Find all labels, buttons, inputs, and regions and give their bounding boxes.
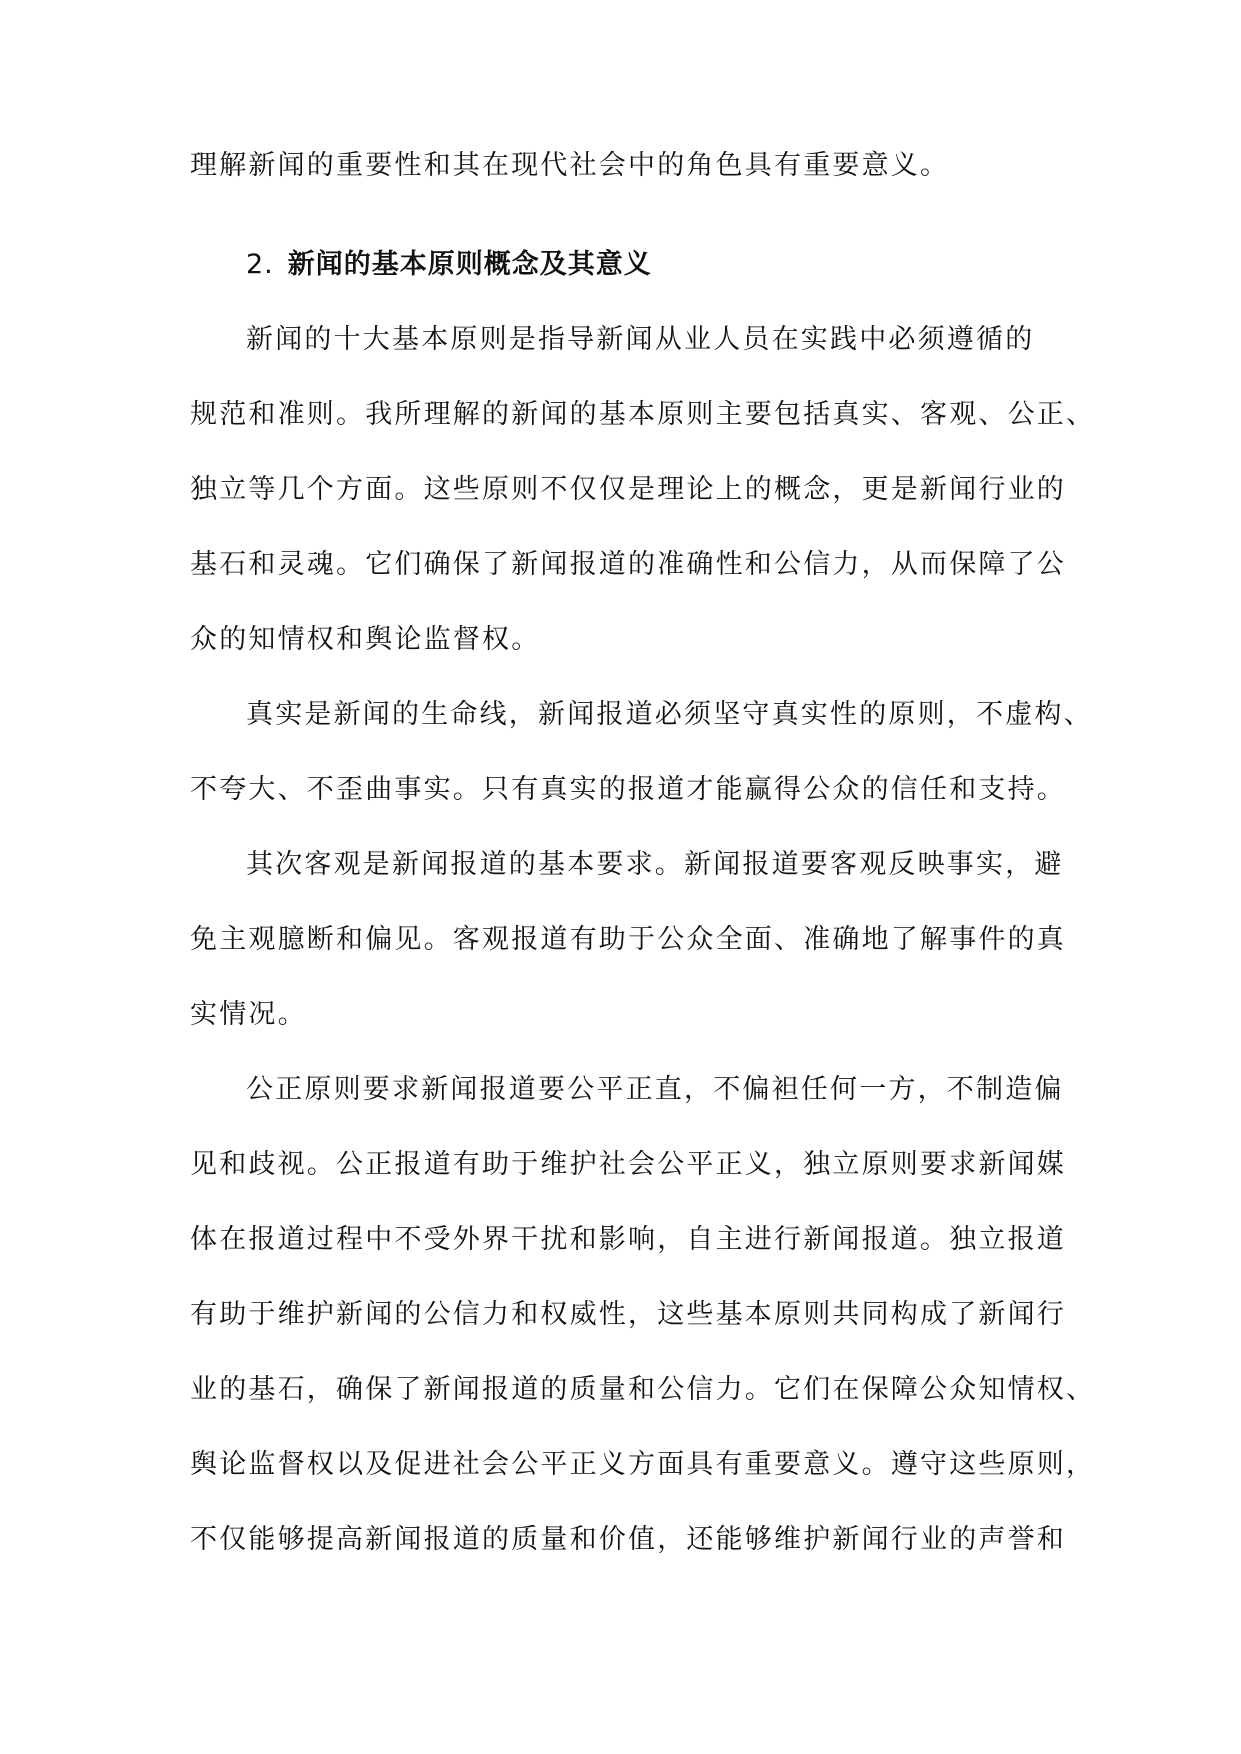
paragraph-3 — [190, 827, 1066, 1052]
intro-line: 理解新闻的重要性和其在现代社会中的角色具有重要意义。 — [190, 150, 950, 181]
paragraph-line: 实情况。 — [190, 999, 307, 1030]
paragraph-line: 体在报道过程中不受外界干扰和影响，自主进行新闻报道。独立报道 — [190, 1224, 1066, 1255]
paragraph-line: 基石和灵魂。它们确保了新闻报道的准确性和公信力，从而保障了公 — [190, 549, 1066, 580]
paragraph-line: 真实是新闻的生命线，新闻报道必须坚守真实性的原则，不虚构、 — [246, 699, 1093, 730]
paragraph-line: 见和歧视。公正报道有助于维护社会公平正义，独立原则要求新闻媒 — [190, 1149, 1066, 1180]
paragraph-line: 不夸大、不歪曲事实。只有真实的报道才能赢得公众的信任和支持。 — [190, 774, 1066, 805]
paragraph-line: 免主观臆断和偏见。客观报道有助于公众全面、准确地了解事件的真 — [190, 924, 1066, 955]
section-number: 2. — [246, 249, 274, 280]
paragraph-line: 规范和准则。我所理解的新闻的基本原则主要包括真实、客观、公正、 — [190, 399, 1096, 430]
paragraph-line: 有助于维护新闻的公信力和权威性，这些基本原则共同构成了新闻行 — [190, 1299, 1066, 1330]
paragraph-1 — [190, 302, 1096, 677]
spacer — [190, 203, 1058, 227]
paragraph-4 — [190, 1052, 1096, 1577]
section-heading — [190, 227, 1058, 302]
paragraph-line: 舆论监督权以及促进社会公平正义方面具有重要意义。遵守这些原则， — [190, 1449, 1096, 1480]
section-title: 新闻的基本原则概念及其意义 — [287, 249, 652, 280]
paragraph-line: 独立等几个方面。这些原则不仅仅是理论上的概念，更是新闻行业的 — [190, 474, 1066, 505]
paragraph-line: 其次客观是新闻报道的基本要求。新闻报道要客观反映事实，避 — [246, 849, 1064, 880]
paragraph-line: 业的基石，确保了新闻报道的质量和公信力。它们在保障公众知情权、 — [190, 1374, 1096, 1405]
paragraph-line: 新闻的十大基本原则是指导新闻从业人员在实践中必须遵循的 — [246, 324, 1035, 355]
paragraph-2 — [190, 677, 1093, 827]
paragraph-line: 公正原则要求新闻报道要公平正直，不偏袒任何一方，不制造偏 — [246, 1074, 1064, 1105]
paragraph-line: 不仅能够提高新闻报道的质量和价值，还能够维护新闻行业的声誉和 — [190, 1524, 1066, 1555]
document-page — [190, 128, 1096, 1577]
paragraph-line: 众的知情权和舆论监督权。 — [190, 624, 541, 655]
